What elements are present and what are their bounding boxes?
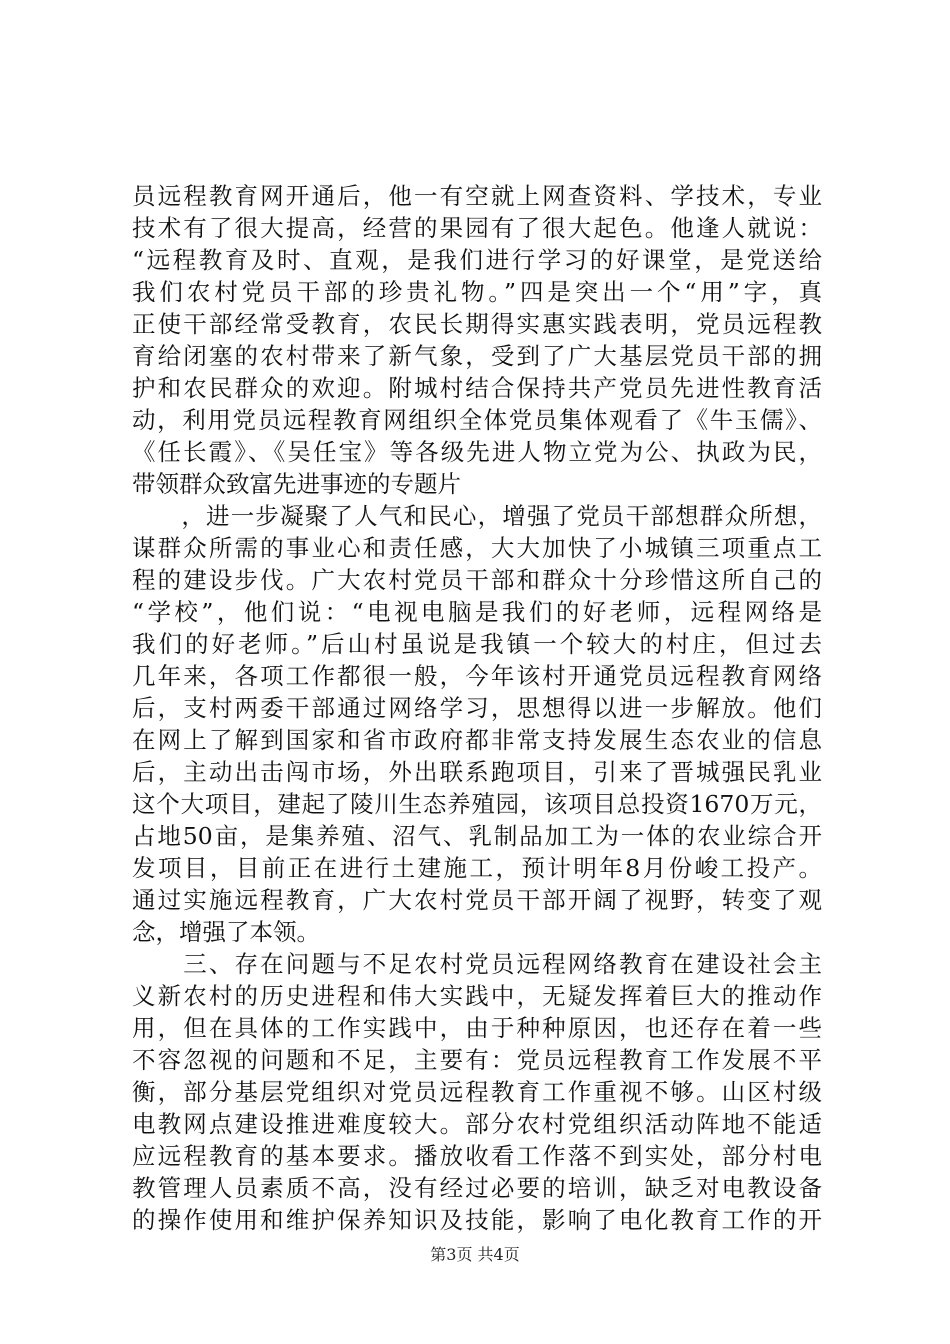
text-line: 义新农村的历史进程和伟大实践中，无疑发挥着巨大的推动作	[132, 982, 822, 1010]
text-line: 谋群众所需的事业心和责任感，大大加快了小城镇三项重点工	[132, 534, 822, 562]
text-line: 衡，部分基层党组织对党员远程教育工作重视不够。山区村级	[132, 1078, 822, 1106]
text-line: 护和农民群众的欢迎。附城村结合保持共产党员先进性教育活	[132, 374, 822, 402]
text-line: 电教网点建设推进难度较大。部分农村党组织活动阵地不能适	[132, 1110, 822, 1138]
text-line: 《任长霞》、《吴任宝》等各级先进人物立党为公、执政为民，	[132, 438, 822, 466]
text-line: 通过实施远程教育，广大农村党员干部开阔了视野，转变了观	[132, 886, 822, 914]
text-line: 教管理人员素质不高，没有经过必要的培训，缺乏对电教设备	[132, 1174, 822, 1202]
text-line: 占地50亩，是集养殖、沼气、乳制品加工为一体的农业综合开	[132, 822, 822, 850]
text-line: “学校”，他们说：“电视电脑是我们的好老师，远程网络是	[132, 598, 822, 626]
text-line: 正使干部经常受教育，农民长期得实惠实践表明，党员远程教	[132, 310, 822, 338]
page-number-footer: 第3页 共4页	[430, 1245, 520, 1264]
text-line: 后，支村两委干部通过网络学习，思想得以进一步解放。他们	[132, 694, 822, 722]
text-line: 不容忽视的问题和不足，主要有：党员远程教育工作发展不平	[132, 1046, 822, 1074]
text-line: “远程教育及时、直观，是我们进行学习的好课堂，是党送给	[132, 246, 822, 274]
text-line: 用，但在具体的工作实践中，由于种种原因，也还存在着一些	[132, 1014, 822, 1042]
text-line: 动，利用党员远程教育网组织全体党员集体观看了《牛玉儒》、	[132, 406, 822, 434]
text-line: 的操作使用和维护保养知识及技能，影响了电化教育工作的开	[132, 1206, 822, 1234]
text-line: 程的建设步伐。广大农村党员干部和群众十分珍惜这所自己的	[132, 566, 822, 594]
text-line: 我们的好老师。”后山村虽说是我镇一个较大的村庄，但过去	[132, 630, 822, 658]
text-line: 应远程教育的基本要求。播放收看工作落不到实处，部分村电	[132, 1142, 822, 1170]
text-line: 几年来，各项工作都很一般，今年该村开通党员远程教育网络	[132, 662, 822, 690]
text-line: 发项目，目前正在进行土建施工，预计明年8月份峻工投产。	[132, 854, 822, 882]
text-line: 技术有了很大提高，经营的果园有了很大起色。他逢人就说：	[132, 214, 822, 242]
text-line: 育给闭塞的农村带来了新气象，受到了广大基层党员干部的拥	[132, 342, 822, 370]
text-line: 三、存在问题与不足农村党员远程网络教育在建设社会主	[132, 950, 822, 978]
text-line: 员远程教育网开通后，他一有空就上网查资料、学技术，专业	[132, 182, 822, 210]
text-line: 我们农村党员干部的珍贵礼物。”四是突出一个“用”字，真	[132, 278, 822, 306]
text-line: 带领群众致富先进事迹的专题片	[132, 470, 461, 498]
text-line: ，进一步凝聚了人气和民心，增强了党员干部想群众所想，	[132, 502, 822, 530]
text-line: 这个大项目，建起了陵川生态养殖园，该项目总投资1670万元，	[132, 790, 822, 818]
text-line: 念，增强了本领。	[132, 918, 320, 946]
text-line: 在网上了解到国家和省市政府都非常支持发展生态农业的信息	[132, 726, 822, 754]
body-text	[132, 180, 822, 1236]
text-line: 后，主动出击闯市场，外出联系跑项目，引来了晋城强民乳业	[132, 758, 822, 786]
